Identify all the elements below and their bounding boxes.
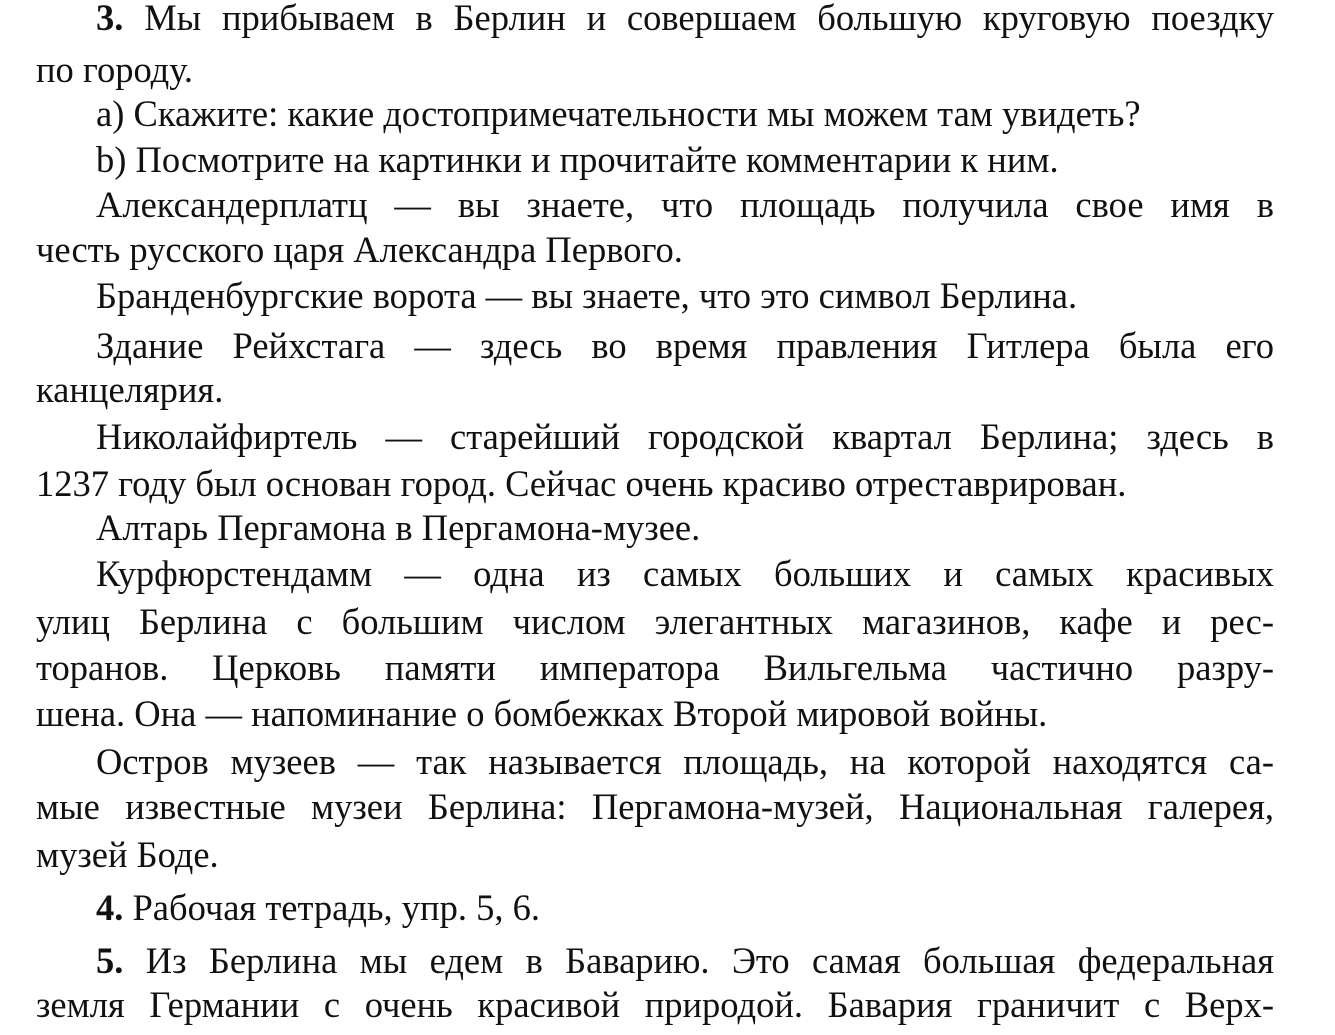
sight-brandenburg-gate: Бранденбургские ворота — вы знаете, что это символ Берлина. [96,275,1078,316]
exercise-3-subtask-a: а) Скажите: какие достопримечательности мы можем там увидеть? [96,93,1141,134]
sight-museum-island-line-3: музей Боде. [36,834,219,875]
exercise-5-line-1 [96,937,1274,984]
exercise-3-line-1 [96,0,1274,41]
exercise-5-text: Из Берлина мы едем в Баварию. Это самая большая федеральная [145,940,1275,981]
sight-reichstag-line-1: Здание Рейхстага — здесь во время правления Гитлера была его [96,325,1274,366]
sight-pergamon-altar: Алтарь Пергамона в Пергамона-музее. [96,507,701,548]
sight-nikolaiviertel-line-2: 1237 году был основан город. Сейчас очень красиво отреставрирован. [36,463,1127,504]
sight-kurfuerstendamm-line-3: торанов. Церковь памяти императора Вильгельма частично разру- [36,647,1274,688]
exercise-5-line-2: земля Германии с очень красивой природой. Бавария граничит с Верх- [36,984,1274,1025]
exercise-3-text: Мы прибываем в Берлин и совершаем большую круговую поездку [144,0,1274,38]
exercise-5-number: 5. [96,940,124,981]
exercise-3-subtask-b: b) Посмотрите на картинки и прочитайте комментарии к ним. [96,139,1059,180]
sight-nikolaiviertel-line-1: Николайфиртель — старейший городской квартал Берлина; здесь в [96,416,1274,457]
exercise-3-line-2: по городу. [36,49,193,90]
exercise-4-number: 4. [96,887,124,928]
sight-kurfuerstendamm-line-4: шена. Она — напоминание о бомбежках Второй мировой войны. [36,693,1048,734]
sight-museum-island-line-2: мые известные музеи Берлина: Пергамона-музей, Национальная галерея, [36,786,1274,827]
sight-alexanderplatz-line-2: честь русского царя Александра Первого. [36,229,683,270]
exercise-3-number: 3. [96,0,124,38]
sight-kurfuerstendamm-line-1: Курфюрстендамм — одна из самых больших и самых красивых [96,553,1274,594]
exercise-4-text: Рабочая тетрадь, упр. 5, 6. [132,887,540,928]
exercise-4 [96,884,1274,931]
sight-kurfuerstendamm-line-2: улиц Берлина с большим числом элегантных магазинов, кафе и рес- [36,601,1274,642]
sight-reichstag-line-2: канцелярия. [36,369,224,410]
sight-museum-island-line-1: Остров музеев — так называется площадь, на которой находятся са- [96,741,1274,782]
sight-alexanderplatz-line-1: Александерплатц — вы знаете, что площадь получила свое имя в [96,184,1274,225]
